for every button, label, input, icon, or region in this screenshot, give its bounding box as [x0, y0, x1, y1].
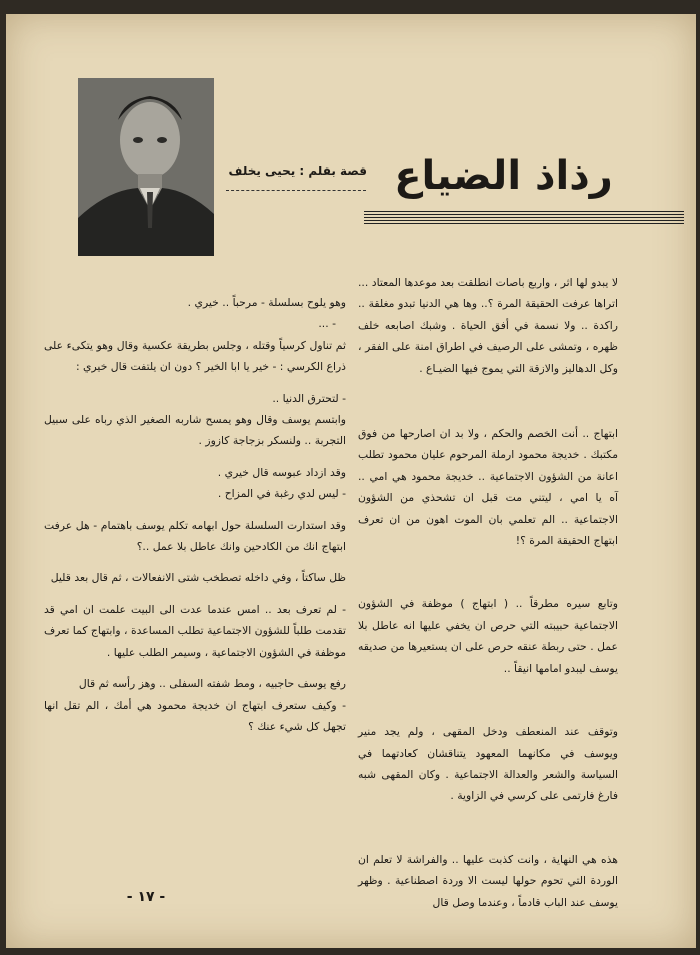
- paragraph: رفع يوسف حاجبيه ، ومط شفته السفلى .. وهز رأسه ثم قال: [78, 677, 346, 691]
- paragraph: ابتهاج .. أنت الخصم والحكم ، ولا بد ان اصارحها من فوق مكتبك . خديجة محمود ارملة المرحوم عليان محمود تطلب اعانة من الشؤون الاجتماعية .. خديجة محمود هي امي .. آه يا امي ، ليتني مت قبل ان تشحذي من الشؤون الاجتماعية .. الم تعلمي بان الموت اهون من ان تعرف ابتهاج الحقيقة المرة ؟!: [358, 427, 618, 548]
- story-title: رذاذ الضياع: [394, 153, 613, 199]
- paragraph: وقد استدارت السلسلة حول ابهامه تكلم يوسف باهتمام - هل عرفت ابتهاج انك من الكادحين وانك عاطل بلا عمل ..؟: [44, 518, 346, 554]
- author-photo: [78, 78, 214, 256]
- paragraph: لا يبدو لها اثر ، واربع باصات انطلقت بعد موعدها المعتاد ... اتراها عرفت الحقيقة المرة ؟.. وها هي الدنيا تبدو مغلقة .. راكدة .. ولا نسمة في أفق الحياة . وشبك اصابعه خلف ظهره ، وتمشى على الرصيف في اطراق امنة على الفقر ، وكل الدهاليز والازقة التي يموج فيها الضيـاع .: [358, 276, 618, 375]
- paragraph: وتوقف عند المنعطف ودخل المقهى ، ولم يجد منير ويوسف في مكانهما المعهود يتناقشان كعادتهما في السياسة والشعر والعدالة الاجتماعية . وكان المقهى شبه فارغ فارتمى على كرسي في الزاوية .: [358, 725, 618, 803]
- paragraph: هذه هي النهاية ، وانت كذبت عليها .. والفراشة لا تعلم ان الوردة التي تحوم حولها ليست الا وردة اصطناعية . وظهر يوسف عند الباب قادماً ، وعندما وصل قال: [358, 852, 618, 909]
- paragraph: وتابع سيره مطرقاً .. ( ابتهاج ) موظفة في الشؤون الاجتماعية حبيبته التي حرص ان يخفي عليها انه عاطل بلا عمل . حتى ربطة عنقه حرص على ان يستعيرها من صديقه يوسف ليبدو امامها انيقاً ..: [358, 597, 618, 675]
- title-decorative-rule: [364, 211, 684, 225]
- paragraph: - ليس لدي رغبة في المزاح .: [217, 487, 346, 501]
- left-text-column: [44, 292, 346, 737]
- paragraph: وهو يلوح بسلسلة - مرحباً .. خيري .: [187, 296, 346, 309]
- magazine-page: [6, 14, 696, 948]
- paragraph: - لتحترق الدنيا ..: [272, 391, 346, 405]
- paragraph: - ...: [318, 317, 336, 331]
- paragraph: ظل ساكتاً ، وفي داخله تصطخب شتى الانفعالات ، ثم قال بعد قليل: [50, 571, 346, 585]
- right-text-column: [358, 272, 618, 913]
- byline-divider: [226, 190, 366, 191]
- page-number: - ١٧ -: [126, 889, 166, 905]
- paragraph: - وكيف ستعرف ابتهاج ان خديجة محمود هي أمك ، الم تقل انها تجهل كل شيء عنك ؟: [44, 698, 346, 733]
- author-portrait-image: [78, 78, 214, 256]
- paragraph: ثم تناول كرسياً وقتله ، وجلس بطريقة عكسية وقال وهو يتكىء على ذراع الكرسي : - خير يا ابا الخير ؟ دون ان يلتفت قال خيري :: [44, 338, 346, 374]
- paragraph: وابتسم يوسف وقال وهو يمسح شاربه الصغير الذي رباه على سبيل التجربة .. ولنسكر بزجاجة كازوز .: [44, 413, 346, 448]
- story-byline: قصة بقلم : يحيى يخلف: [228, 164, 367, 178]
- paragraph: - لم تعرف بعد .. امس عندما عدت الى البيت علمت ان امي قد تقدمت طلباً للشؤون الاجتماعية تطلب المساعدة ، وابتهاج كما تعرف موظفة في الشؤون الاجتماعية ، وسيمر الطلب عليها .: [44, 602, 346, 659]
- paragraph: وقد ازداد عبوسه قال خيري .: [217, 465, 346, 479]
